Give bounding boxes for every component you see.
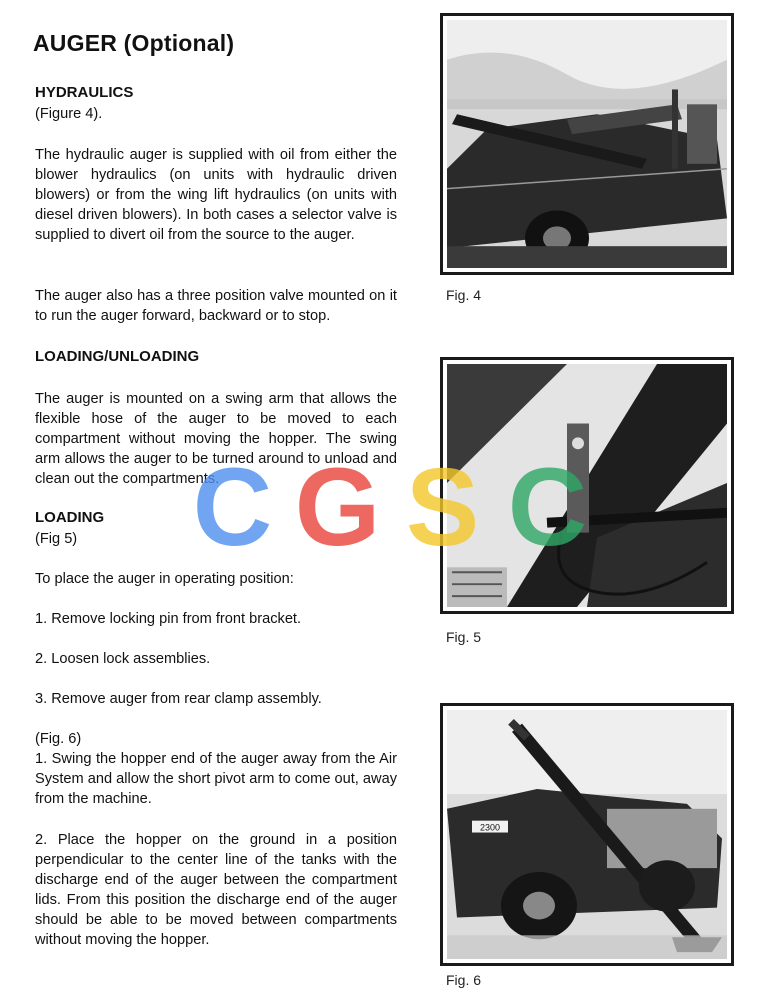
machine-model-label: 2300 <box>479 822 501 833</box>
loading-figure-ref: (Fig 5) <box>35 531 78 547</box>
watermark-letter: S <box>405 446 480 555</box>
loading-heading: LOADING <box>35 509 105 526</box>
loading-step-3: 3. Remove auger from rear clamp assembly. <box>35 691 322 707</box>
figure-6-photo <box>440 703 734 966</box>
figure-5-caption: Fig. 5 <box>446 629 482 645</box>
watermark-letter: G <box>294 446 381 555</box>
page-title: AUGER (Optional) <box>33 30 235 56</box>
figure-4-caption: Fig. 4 <box>446 287 482 303</box>
watermark-letter: C <box>507 446 588 555</box>
auger-field-photo <box>447 710 727 959</box>
loading-step-1: 1. Remove locking pin from front bracket. <box>35 611 302 627</box>
loading-unloading-paragraph: The auger is mounted on a swing arm that allows the flexible hose of the auger to be moved to each compartment without moving the hopper. The swing arm allows the auger to be turned around to unload and clean out the compartments. <box>35 391 397 487</box>
fig6-step-2: 2. Place the hopper on the ground in a position perpendicular to the center line of the tanks with the discharge end of the auger between the compartment lids. From this position the discharge end of the auger should be able to be moved between compartments without moving the hopper. <box>35 832 397 948</box>
hydraulics-heading: HYDRAULICS <box>35 84 134 101</box>
figure-5-photo <box>440 357 734 614</box>
hydraulics-figure-ref: (Figure 4). <box>35 106 103 122</box>
figure-6-caption: Fig. 6 <box>446 972 482 988</box>
fig6-figure-ref: (Fig. 6) <box>35 731 82 747</box>
hydraulics-paragraph-1: The hydraulic auger is supplied with oil from either the blower hydraulics (on units with hydraulic driven blowers) or from the wing lift hydraulics (on units with diesel driven blowers). In both cases a selector valve is supplied to divert oil from the source to the auger. <box>35 147 397 243</box>
loading-step-2: 2. Loosen lock assemblies. <box>35 651 211 667</box>
loading-intro: To place the auger in operating position: <box>35 571 294 587</box>
fig6-step-1: 1. Swing the hopper end of the auger away from the Air System and allow the short pivot arm to come out, away from the machine. <box>35 751 397 807</box>
hydraulics-paragraph-2: The auger also has a three position valve mounted on it to run the auger forward, backward or to stop. <box>35 288 397 324</box>
auger-machine-photo <box>447 20 727 268</box>
swing-arm-photo <box>447 364 727 607</box>
figure-4-photo <box>440 13 734 275</box>
loading-unloading-heading: LOADING/UNLOADING <box>35 348 200 365</box>
watermark-letter: C <box>192 446 273 555</box>
